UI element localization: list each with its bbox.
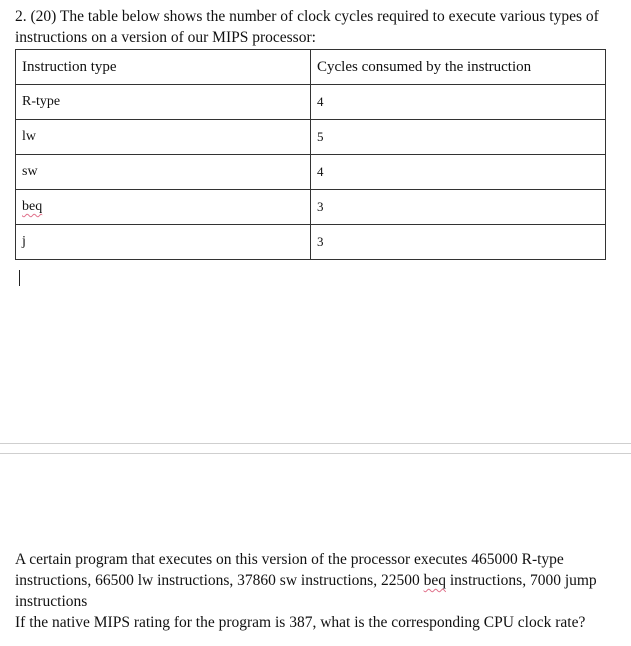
- instruction-type-cell: [16, 190, 311, 225]
- table-row: [16, 190, 606, 225]
- question-prompt: If the native MIPS rating for the program is 387, what is the corresponding CPU clock rate?: [15, 614, 586, 631]
- table-row: [16, 120, 606, 155]
- program-description: [15, 549, 627, 612]
- page-break-bottom-edge: [0, 453, 631, 454]
- cycles-cell: 3: [311, 190, 606, 225]
- table-row: [16, 155, 606, 190]
- instruction-type-cell: lw: [16, 120, 311, 155]
- page-break-top-edge: [0, 443, 631, 444]
- text-cursor: [19, 270, 20, 286]
- table-header-row: [16, 50, 606, 85]
- question-intro: 2. (20) The table below shows the number of clock cycles required to execute various types of instructions on a version of our MIPS processor:: [15, 8, 599, 46]
- cycles-cell: 3: [311, 225, 606, 260]
- instruction-type-cell: sw: [16, 155, 311, 190]
- spellcheck-flagged-word[interactable]: beq: [423, 572, 446, 589]
- program-description-text-start: A certain program that executes on this version of the processor executes 465000 R-type instructions, 66500 lw instructions, 37860 sw instructions, 22500: [15, 551, 564, 589]
- cycles-cell: 4: [311, 155, 606, 190]
- instruction-type-cell: R-type: [16, 85, 311, 120]
- cycles-cell: 5: [311, 120, 606, 155]
- header-instruction-type: Instruction type: [16, 50, 311, 85]
- table-row: [16, 85, 606, 120]
- program-description-text-end: instructions, 7000 jump instructions: [15, 572, 597, 610]
- instruction-type-cell[interactable]: j: [16, 225, 311, 260]
- cycles-table: [15, 49, 606, 260]
- header-cycles-consumed: Cycles consumed by the instruction: [311, 50, 606, 85]
- spellcheck-flagged-word[interactable]: beq: [22, 199, 43, 214]
- cycles-cell: 4: [311, 85, 606, 120]
- question-body: [15, 549, 627, 633]
- table-row: [16, 225, 606, 260]
